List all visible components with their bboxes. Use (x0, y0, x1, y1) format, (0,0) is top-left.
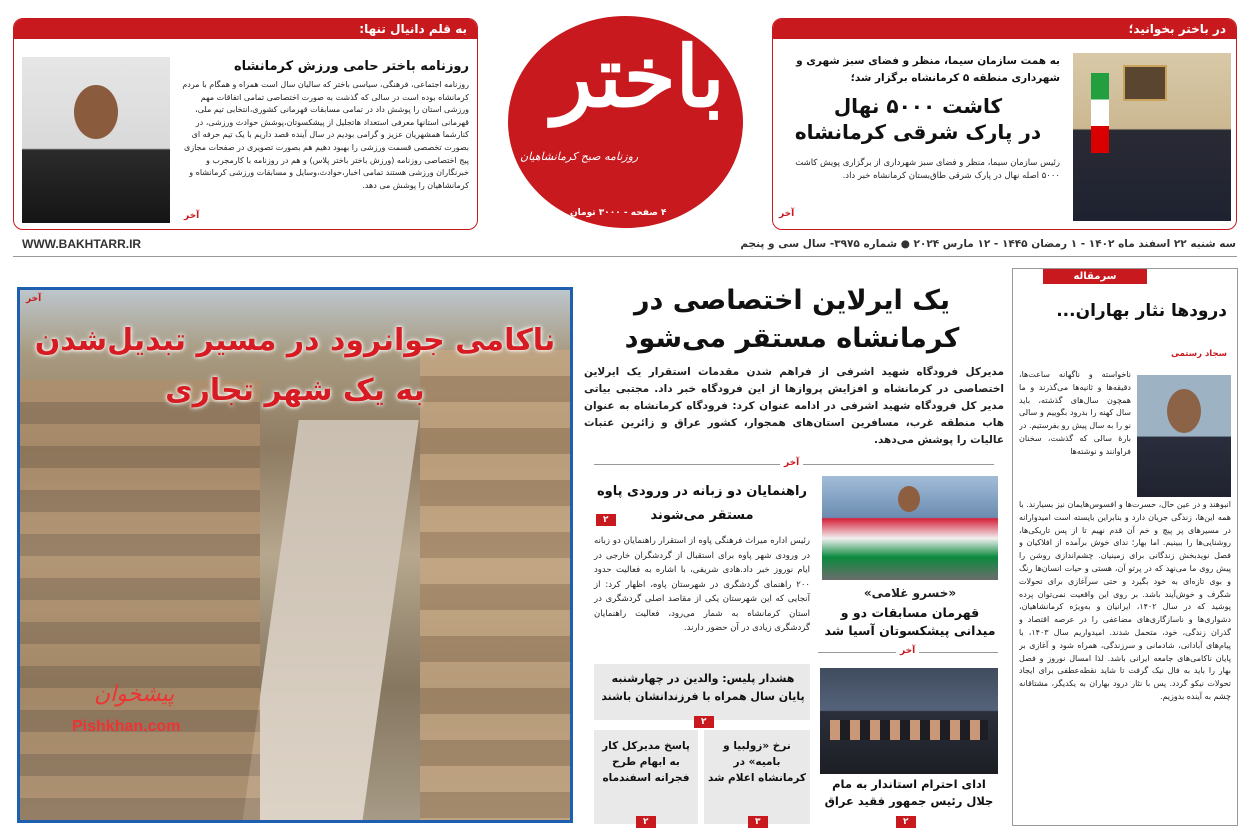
official-photo (1073, 53, 1231, 221)
dateline: سه شنبه ۲۲ اسفند ماه ۱۴۰۲ - ۱ رمضان ۱۴۴۵ - ۱۲ مارس ۲۰۲۴ ● شماره ۳۹۷۵- سال سی و پنجم (740, 238, 1236, 250)
watermark-fa: پیشخوان (94, 682, 175, 707)
left-box-more[interactable]: آخر (184, 211, 200, 221)
guides-body: رئیس اداره میراث فرهنگی پاوه از استقرار راهنمایان دو زبانه در ورودی شهر پاوه برای استقبال از گردشگران خارجی در ایام نوروز خبر داد.هادی شریفی، با اشاره به فعالیت حدود ۲۰۰ راهنمای گردشگری در شهرستان پاوه، اظهار کرد: از آنجایی که این شهرستان یکی از مقاصد اصلی گردشگری در استان کرمانشاه به شمار می‌رود، فعالیت راهنمایان گردشگری زیادی در آن حضور دارند. (594, 536, 810, 633)
big-photo-frame (17, 287, 573, 823)
left-box-headline: روزنامه باختر حامی ورزش کرمانشاه (233, 59, 469, 74)
website[interactable]: WWW.BAKHTARR.IR (22, 237, 142, 251)
flag-icon (1091, 73, 1109, 153)
ceremony-headline: ادای احترام استاندار به مام جلال رئیس جمهور فقید عراق (824, 777, 994, 808)
watermark-en: Pishkhan.com (72, 718, 181, 735)
right-box-label: در باختر بخوانید؛ (772, 19, 1236, 39)
main-body: مدیرکل فرودگاه شهید اشرفی از فراهم شدن مقدمات استقرار یک ایرلاین اختصاصی در کرمانشاه و افزایش پروازها از این فرودگاه خبر داد. مجتبی بیاتی مدیر کل فرودگاه شهید اشرفی در ادامه عنوان کرد: فرودگاه کرمانشاه به عنوان هاب منطقه غرب، مسافرین استان‌های همجوار، کشور عراق و زائرین عتبات عالیات را پوشش می‌دهد. (584, 366, 1004, 446)
guides-page[interactable]: ۲ (596, 514, 616, 526)
police-headline: هشدار پلیس: والدین در چهارشنبه پایان سال همراه با فرزندانشان باشند (601, 672, 805, 703)
editorial-headline: درودها نثار بهاران... (1056, 301, 1227, 321)
sports-writer-photo (22, 57, 170, 223)
guides-headline: راهنمایان دو زبانه در ورودی پاوه مستقر می‌شوند (596, 484, 807, 523)
pages-price: ۴ صفحه - ۳۰۰۰ تومان (570, 208, 667, 218)
right-box-body: رئیس سازمان سیما، منظر و فضای سبز شهرداری از برگزاری پویش کاشت ۵۰۰۰ اصله نهال در پارک شرقی طاق‌بستان کرمانشاه خبر داد. (795, 158, 1060, 181)
editorial-author-photo (1137, 375, 1231, 497)
champion-photo (822, 476, 998, 580)
left-box-label: به قلم دانیال تنها: (13, 19, 477, 39)
answer-page[interactable]: ۲ (636, 816, 656, 828)
portrait-frame (1123, 65, 1167, 101)
answer-headline: پاسخ مدیرکل کار به ابهام طرح فجرانه اسفندماه (602, 740, 690, 784)
editorial-column (1012, 268, 1238, 826)
market-street (241, 420, 419, 823)
top-right-box (772, 18, 1237, 230)
head-shape (74, 85, 118, 139)
right-box-kicker: به همت سازمان سیما، منظر و فضای سبز شهری و شهرداری منطقه ۵ کرمانشاه برگزار شد؛ (796, 55, 1060, 84)
editorial-author: سجاد رستمی (1170, 349, 1227, 359)
runner-head (898, 486, 920, 512)
author-head (1167, 389, 1201, 433)
ceremony-page[interactable]: ۲ (896, 816, 916, 828)
police-page[interactable]: ۲ (694, 716, 714, 728)
champion-headline: قهرمان مسابقات دو و میدانی پیشکسوتان آسیا شد (824, 605, 996, 638)
main-headline: یک ایرلاین اختصاصی در کرمانشاه مستقر می‌شود (624, 285, 960, 354)
big-photo-headline: ناکامی جوانرود در مسیر تبدیل‌شدن به یک شهر تجاری (34, 323, 556, 408)
ceremony-photo (820, 668, 998, 774)
building-row-left (20, 380, 260, 820)
main-more[interactable]: آخر (780, 458, 803, 468)
champion-more[interactable]: آخر (896, 646, 919, 656)
top-left-box (13, 18, 478, 230)
editorial-body-1: ناخواسته و ناگهانه ساعت‌ها، دقیقه‌ها و ثانیه‌ها می‌گذرند و ما همچون سال‌های گذشته، باید سال کهنه را بدرود بگوییم و سالی نو را به سال پیش رو بفرستیم. در بارهٔ سالی که گذشت، سخنان فراوانند و نوشته‌ها (1019, 370, 1131, 456)
zolbia-page[interactable]: ۳ (748, 816, 768, 828)
header-rule (13, 256, 1237, 257)
right-box-more[interactable]: آخر (779, 209, 795, 219)
crowd-shape (830, 720, 988, 740)
masthead-title: باختر (552, 27, 725, 126)
right-box-headline-1: کاشت ۵۰۰۰ نهال (833, 94, 1003, 118)
right-box-headline-2: در پارک شرقی کرمانشاه (794, 120, 1042, 144)
building-row-right (420, 350, 573, 820)
editorial-label: سرمقاله (1043, 269, 1147, 284)
big-photo-more[interactable]: آخر (26, 294, 42, 304)
left-box-body: روزنامه اجتماعی، فرهنگی، سیاسی باختر که سالیان سال است همراه و همگام با مردم کرمانشاه بوده است در سالی که گذشت به صورت اختصاصی تمامی اتفاقات مهم ورزشی استان را پوشش داد در تمامی مسابقات قهرمانی کشوری،انتخابی تیم ملی، قهرمانی استانها معرفی استعداد هاتجلیل از پیشکسوتان،پوشش حوادث ورزشی، در کنارشما همشهریان عزیز و گرامی بودیم در سال آینده قصد داریم با یک تیم حرفه ای بصورت تخصصی قسمت ورزشی را بهبود دهیم هم بصورت تصویری در صفحات مجازی پیج اختصاصی روزنامه (ورزش باختر باختر پلاس) و هم در روزنامه با کارمجرب و خبرنگاران ورزشی هستند تمامی اخبار،حوادث،وسایل و مسابقات ورزشی کرمانشاه و کرمانشاهیان را پوشش می دهد. (182, 80, 469, 190)
zolbia-headline: نرخ «زولبیا و بامیه» در کرمانشاه اعلام شد (708, 740, 806, 784)
editorial-body-2: انبوهند و در عین حال، حسرت‌ها و افسوس‌هایمان نیز بسیارند. با همه این‌ها، زندگی جریان دارد و بنابراین بایسته است امیدوارانه در مسیرهای پر پیچ و خم آن قدم نهیم تا از پس تاریکی‌ها، روشنایی‌ها را ببینیم. اما بهار؛ ندای خوش برآمده از افلاکیان و فصل نوید‌بخش زندگانی برای زمینیان. چشم‌اندازی روشن را پیش روی ما می‌نهد که در پرتو آن، هستی و حیات انسان‌ها رنگ و بوی تازه‌ای به خود بگیرد و حتی سرآغازی برای تحولات شگرف و خوش‌آیند باشد. بر روی این واقعیت نمی‌توان پرده پوشید که در سال ۱۴۰۲، ایرانیان و به‌ویژه کرمانشاهیان، دشواری‌ها و ناسازگاری‌های مضاعفی را در عرصه اقتصاد و گذران زندگی، خود، متحمل شدند. امیدواریم سال ۱۴۰۳، با پیام‌های آبادانی، شادمانی و سرزندگی، همراه شود و آغازی بر پایان ناکامی‌های جامعه ایرانی باشد. لذا امسال نوروز و فصل بهار را باید به فال نیک گرفت تا شاید نقطه‌عطفی برای ایجاد تحولات نیکو گردد. پس با نثار درود بهاران به یکدیگر، مشتاقانه چشم به آینده بدوزیم. (1019, 500, 1231, 701)
masthead-tagline: روزنامه صبح کرمانشاهیان (520, 150, 639, 163)
champion-name: «خسرو غلامی» (863, 586, 957, 600)
